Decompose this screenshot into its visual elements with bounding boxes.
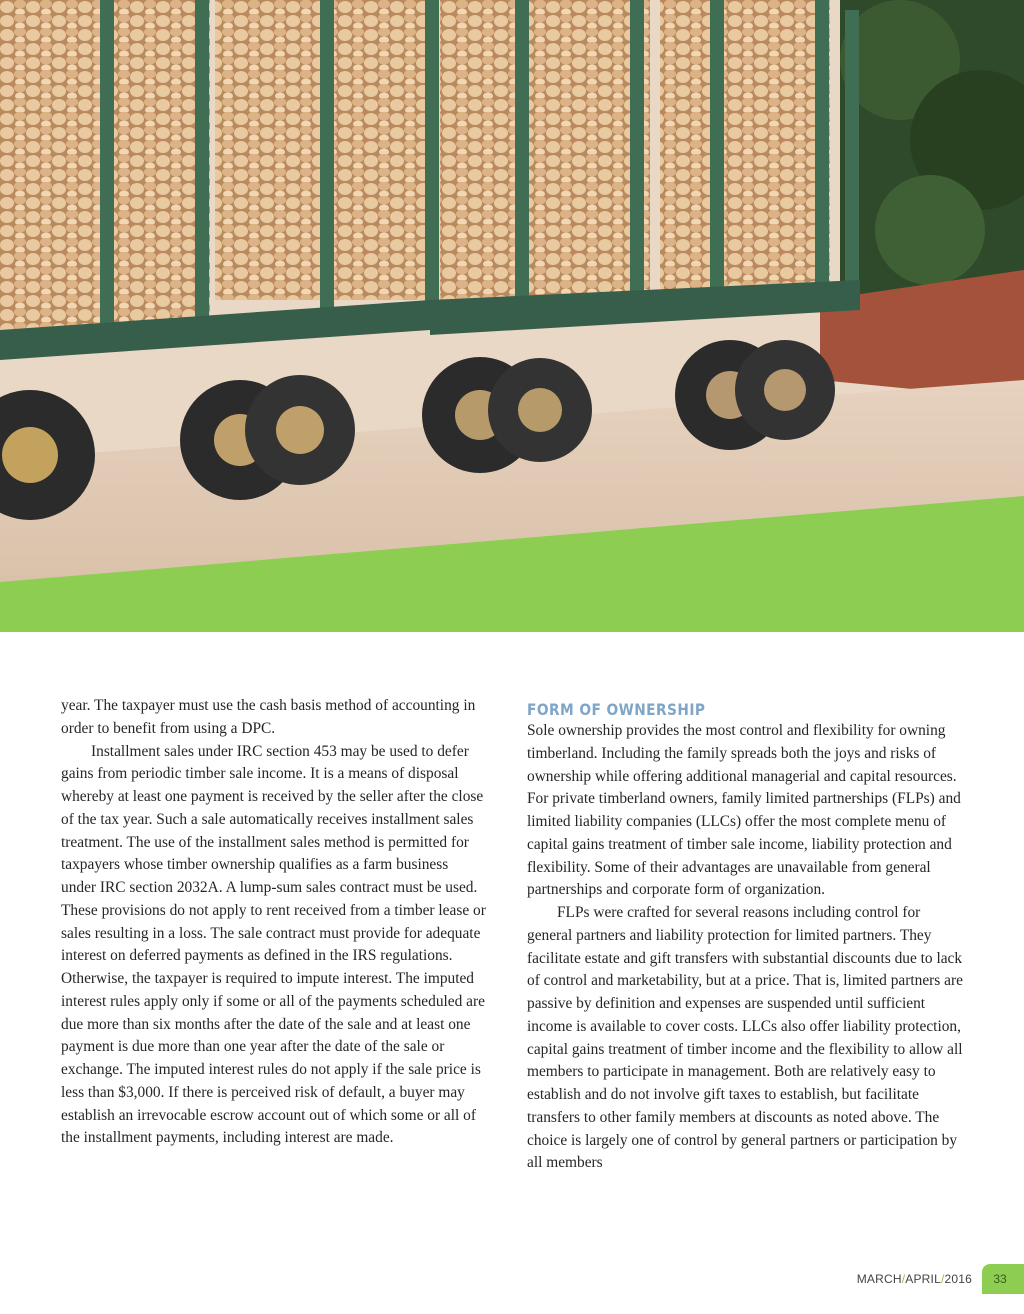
hero-photo xyxy=(0,0,1024,632)
issue-month-2: APRIL xyxy=(905,1272,941,1286)
body-paragraph: year. The taxpayer must use the cash basis method of accounting in order to benefit from using a DPC. xyxy=(61,697,476,737)
date-separator: / xyxy=(940,1272,945,1286)
body-paragraph: Sole ownership provides the most control and flexibility for owning timberland. Including the family spreads both the joys and risks of ownership while offering additional managerial and capital resources. For private timberland owners, family limited partnerships (FLPs) and limited liability companies (LLCs) offer the most complete menu of capital gains treatment of timber sale income, liability protection and flexibility. Some of their advantages are unavailable from general partnerships and corporate form of organization. xyxy=(527,722,961,899)
log-truck-photo-icon xyxy=(0,0,1024,632)
issue-month-1: MARCH xyxy=(856,1272,902,1286)
page-number: 33 xyxy=(982,1264,1024,1294)
body-paragraph: FLPs were crafted for several reasons including control for general partners and liability protection for limited partners. They facilitate estate and gift transfers with substantial discounts due to lack of control and marketability, but at a price. That is, limited partners are passive by definition and expenses are suspended until sufficient income is available to cover costs. LLCs also offer liability protection, capital gains treatment of timber income and the flexibility to allow all members to participate in management. Both are relatively easy to establish and do not involve gift taxes to establish, but facilitate transfers to other family members at discounts as noted above. The choice is largely one of control by general partners or participation by all members xyxy=(527,904,963,1172)
section-heading: FORM OF OWNERSHIP xyxy=(527,700,706,719)
date-separator: / xyxy=(901,1272,906,1286)
page-footer xyxy=(857,1264,1024,1294)
body-paragraph: Installment sales under IRC section 453 may be used to defer gains from periodic timber sale income. It is a means of disposal whereby at least one payment is received by the seller after the close of the tax year. Such a sale automatically receives installment sales treatment. The use of the installment sales method is permitted for taxpayers whose timber ownership qualifies as a farm business under IRC section 2032A. A lump-sum sales contract must be used. These provisions do not apply to rent received from a timber lease or sales resulting in a loss. The sale contract must provide for adequate interest on deferred payments as defined in the IRS regulations. Otherwise, the taxpayer is required to impute interest. The imputed interest rules apply only if some or all of the payments scheduled are due more than six months after the date of the sale and at least one payment is due more than one year after the date of the sale or exchange. The imputed interest rules do not apply if the sale price is less than $3,000. If there is perceived risk of default, a buyer may establish an irrevocable escrow account out of which some or all of the installment payments, including interest are made. xyxy=(61,742,486,1147)
issue-date xyxy=(857,1272,972,1286)
right-text-column xyxy=(527,699,967,1175)
left-text-column xyxy=(61,695,486,1150)
issue-year: 2016 xyxy=(944,1272,972,1286)
